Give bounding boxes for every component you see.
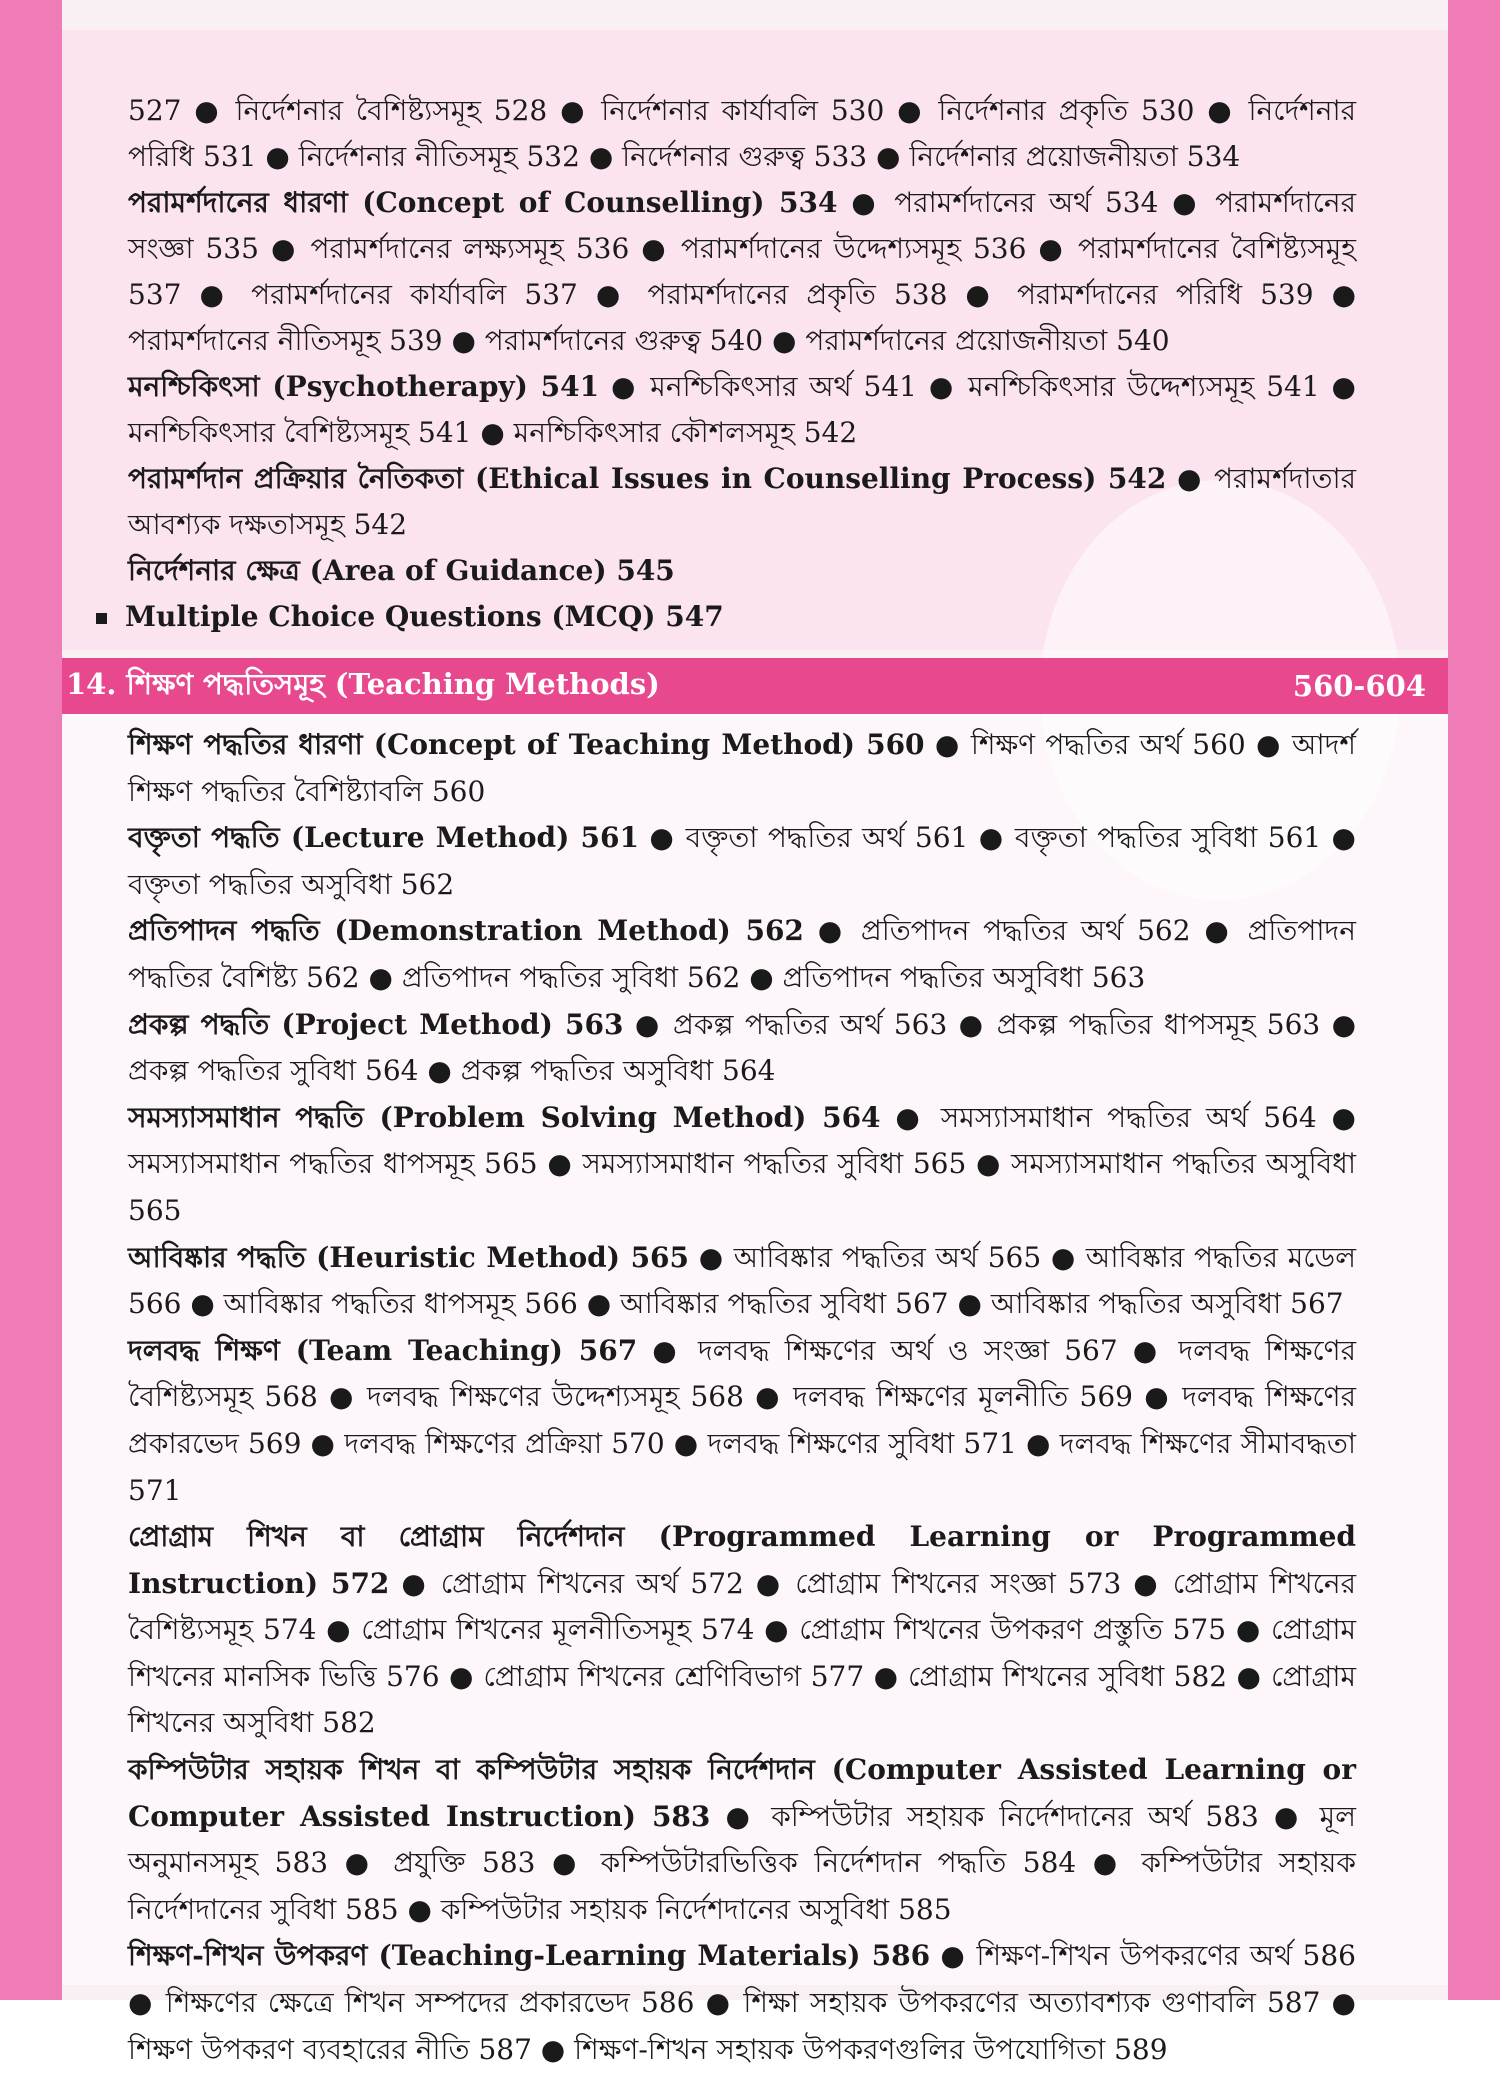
toc-entry bbox=[128, 1933, 1356, 2073]
toc-entry bbox=[128, 180, 1356, 364]
toc-entry bbox=[128, 908, 1356, 1001]
toc-heading: দলবদ্ধ শিক্ষণ (Team Teaching) 567 bbox=[128, 1333, 638, 1367]
toc-heading: আবিষ্কার পদ্ধতি (Heuristic Method) 565 bbox=[128, 1240, 690, 1274]
toc-entry bbox=[128, 722, 1356, 815]
toc-heading: পরামর্শদান প্রক্রিয়ার নৈতিকতা (Ethical Issues in Counselling Process) 542 bbox=[128, 462, 1167, 495]
toc-entry bbox=[128, 1514, 1356, 1747]
toc-text: ● পরামর্শদাতার আবশ্যক দক্ষতাসমূহ 542 bbox=[128, 462, 1356, 541]
toc-entry bbox=[128, 1095, 1356, 1235]
toc-text: ● শিক্ষণ পদ্ধতির অর্থ 560 ● আদর্শ শিক্ষণ পদ্ধতির বৈশিষ্ট্যাবলি 560 bbox=[128, 728, 1356, 808]
toc-heading: কম্পিউটার সহায়ক শিখন বা কম্পিউটার সহায়ক নির্দেশদান (Computer Assisted Learning or Computer Assisted Instruction) 583 bbox=[128, 1753, 1356, 1833]
toc-text: 527 ● নির্দেশনার বৈশিষ্ট্যসমূহ 528 ● নির্দেশনার কার্যাবলি 530 ● নির্দেশনার প্রকৃতি 530 ● নির্দেশনার পরিধি 531 ● নির্দেশনার নীতিসমূহ 532 ● নির্দেশনার গুরুত্ব 533 ● নির্দেশনার প্রয়োজনীয়তা 534 bbox=[128, 94, 1356, 173]
right-margin-band bbox=[1448, 0, 1500, 2000]
toc-text: ● আবিষ্কার পদ্ধতির অর্থ 565 ● আবিষ্কার পদ্ধতির মডেল 566 ● আবিষ্কার পদ্ধতির ধাপসমূহ 566 ● আবিষ্কার পদ্ধতির সুবিধা 567 ● আবিষ্কার পদ্ধতির অসুবিধা 567 bbox=[128, 1240, 1356, 1321]
toc-heading: প্রকল্প পদ্ধতি (Project Method) 563 bbox=[128, 1007, 624, 1041]
toc-text: ● পরামর্শদানের অর্থ 534 ● পরামর্শদানের সংজ্ঞা 535 ● পরামর্শদানের লক্ষ্যসমূহ 536 ● পরামর্শদানের উদ্দেশ্যসমূহ 536 ● পরামর্শদানের বৈশিষ্ট্যসমূহ 537 ● পরামর্শদানের কার্যাবলি 537 ● পরামর্শদানের প্রকৃতি 538 ● পরামর্শদানের পরিধি 539 ● পরামর্শদানের নীতিসমূহ 539 ● পরামর্শদানের গুরুত্ব 540 ● পরামর্শদানের প্রয়োজনীয়তা 540 bbox=[128, 186, 1356, 357]
toc-text: ● কম্পিউটার সহায়ক নির্দেশদানের অর্থ 583 ● মূল অনুমানসমূহ 583 ● প্রযুক্তি 583 ● কম্পিউটারভিত্তিক নির্দেশদান পদ্ধতি 584 ● কম্পিউটার সহায়ক নির্দেশদানের সুবিধা 585 ● কম্পিউটার সহায়ক নির্দেশদানের অসুবিধা 585 bbox=[128, 1799, 1357, 1926]
toc-entry bbox=[128, 815, 1356, 908]
chapter-title: 14. শিক্ষণ পদ্ধতিসমূহ (Teaching Methods) bbox=[66, 666, 660, 701]
toc-text: ● মনশ্চিকিৎসার অর্থ 541 ● মনশ্চিকিৎসার উদ্দেশ্যসমূহ 541 ● মনশ্চিকিৎসার বৈশিষ্ট্যসমূহ 541 ● মনশ্চিকিৎসার কৌশলসমূহ 542 bbox=[128, 370, 1356, 449]
toc-heading: পরামর্শদানের ধারণা (Concept of Counselling) 534 bbox=[128, 186, 838, 219]
toc-heading: প্রতিপাদন পদ্ধতি (Demonstration Method) 562 bbox=[128, 914, 804, 948]
toc-entry bbox=[128, 548, 1356, 594]
toc-heading: শিক্ষণ পদ্ধতির ধারণা (Concept of Teaching Method) 560 bbox=[128, 728, 925, 761]
mcq-text: Multiple Choice Questions (MCQ) 547 bbox=[125, 600, 724, 633]
toc-entry bbox=[128, 1235, 1356, 1328]
toc-text: ● দলবদ্ধ শিক্ষণের অর্থ ও সংজ্ঞা 567 ● দলবদ্ধ শিক্ষণের বৈশিষ্ট্যসমূহ 568 ● দলবদ্ধ শিক্ষণের উদ্দেশ্যসমূহ 568 ● দলবদ্ধ শিক্ষণের মূলনীতি 569 ● দলবদ্ধ শিক্ষণের প্রকারভেদ 569 ● দলবদ্ধ শিক্ষণের প্রক্রিয়া 570 ● দলবদ্ধ শিক্ষণের সুবিধা 571 ● দলবদ্ধ শিক্ষণের সীমাবদ্ধতা 571 bbox=[128, 1333, 1356, 1507]
left-margin-band bbox=[0, 0, 62, 2000]
chapter-page-range: 560-604 bbox=[1292, 669, 1426, 703]
toc-heading: প্রোগ্রাম শিখন বা প্রোগ্রাম নির্দেশদান (Programmed Learning or Programmed Instruction) 572 bbox=[128, 1520, 1356, 1600]
chapter-header-bar bbox=[62, 658, 1448, 714]
previous-chapter-contents bbox=[125, 88, 1356, 640]
toc-heading: সমস্যাসমাধান পদ্ধতি (Problem Solving Method) 564 bbox=[128, 1100, 881, 1134]
toc-entry bbox=[128, 364, 1356, 456]
toc-text: ● প্রতিপাদন পদ্ধতির অর্থ 562 ● প্রতিপাদন পদ্ধতির বৈশিষ্ট্য 562 ● প্রতিপাদন পদ্ধতির সুবিধা 562 ● প্রতিপাদন পদ্ধতির অসুবিধা 563 bbox=[128, 914, 1356, 994]
toc-text: ● প্রকল্প পদ্ধতির অর্থ 563 ● প্রকল্প পদ্ধতির ধাপসমূহ 563 ● প্রকল্প পদ্ধতির সুবিধা 564 ● প্রকল্প পদ্ধতির অসুবিধা 564 bbox=[128, 1007, 1356, 1088]
toc-heading: শিক্ষণ-শিখন উপকরণ (Teaching-Learning Materials) 586 bbox=[128, 1939, 931, 1973]
toc-heading: মনশ্চিকিৎসা (Psychotherapy) 541 bbox=[128, 370, 600, 403]
toc-heading: নির্দেশনার ক্ষেত্র (Area of Guidance) 545 bbox=[128, 554, 675, 587]
square-bullet-icon bbox=[96, 613, 107, 624]
toc-entry bbox=[128, 88, 1356, 180]
toc-heading: বক্তৃতা পদ্ধতি (Lecture Method) 561 bbox=[128, 821, 639, 855]
toc-text: ● সমস্যাসমাধান পদ্ধতির অর্থ 564 ● সমস্যাসমাধান পদ্ধতির ধাপসমূহ 565 ● সমস্যাসমাধান পদ্ধতির সুবিধা 565 ● সমস্যাসমাধান পদ্ধতির অসুবিধা 565 bbox=[128, 1100, 1356, 1227]
chapter-14-contents bbox=[128, 722, 1356, 2073]
toc-entry bbox=[128, 1002, 1356, 1095]
toc-text: ● বক্তৃতা পদ্ধতির অর্থ 561 ● বক্তৃতা পদ্ধতির সুবিধা 561 ● বক্তৃতা পদ্ধতির অসুবিধা 562 bbox=[128, 821, 1356, 901]
toc-entry bbox=[128, 1747, 1356, 1933]
toc-text: ● প্রোগ্রাম শিখনের অর্থ 572 ● প্রোগ্রাম শিখনের সংজ্ঞা 573 ● প্রোগ্রাম শিখনের বৈশিষ্ট্যসমূহ 574 ● প্রোগ্রাম শিখনের মূলনীতিসমূহ 574 ● প্রোগ্রাম শিখনের উপকরণ প্রস্তুতি 575 ● প্রোগ্রাম শিখনের মানসিক ভিত্তি 576 ● প্রোগ্রাম শিখনের শ্রেণিবিভাগ 577 ● প্রোগ্রাম শিখনের সুবিধা 582 ● প্রোগ্রাম শিখনের অসুবিধা 582 bbox=[128, 1566, 1357, 1740]
toc-entry bbox=[128, 1328, 1356, 1514]
toc-entry bbox=[128, 456, 1356, 548]
mcq-entry bbox=[96, 594, 1356, 640]
toc-text: ● শিক্ষণ-শিখন উপকরণের অর্থ 586 ● শিক্ষণের ক্ষেত্রে শিখন সম্পদের প্রকারভেদ 586 ● শিক্ষা সহায়ক উপকরণের অত্যাবশ্যক গুণাবলি 587 ● শিক্ষণ উপকরণ ব্যবহারের নীতি 587 ● শিক্ষণ-শিখন সহায়ক উপকরণগুলির উপযোগিতা 589 bbox=[128, 1939, 1356, 2066]
